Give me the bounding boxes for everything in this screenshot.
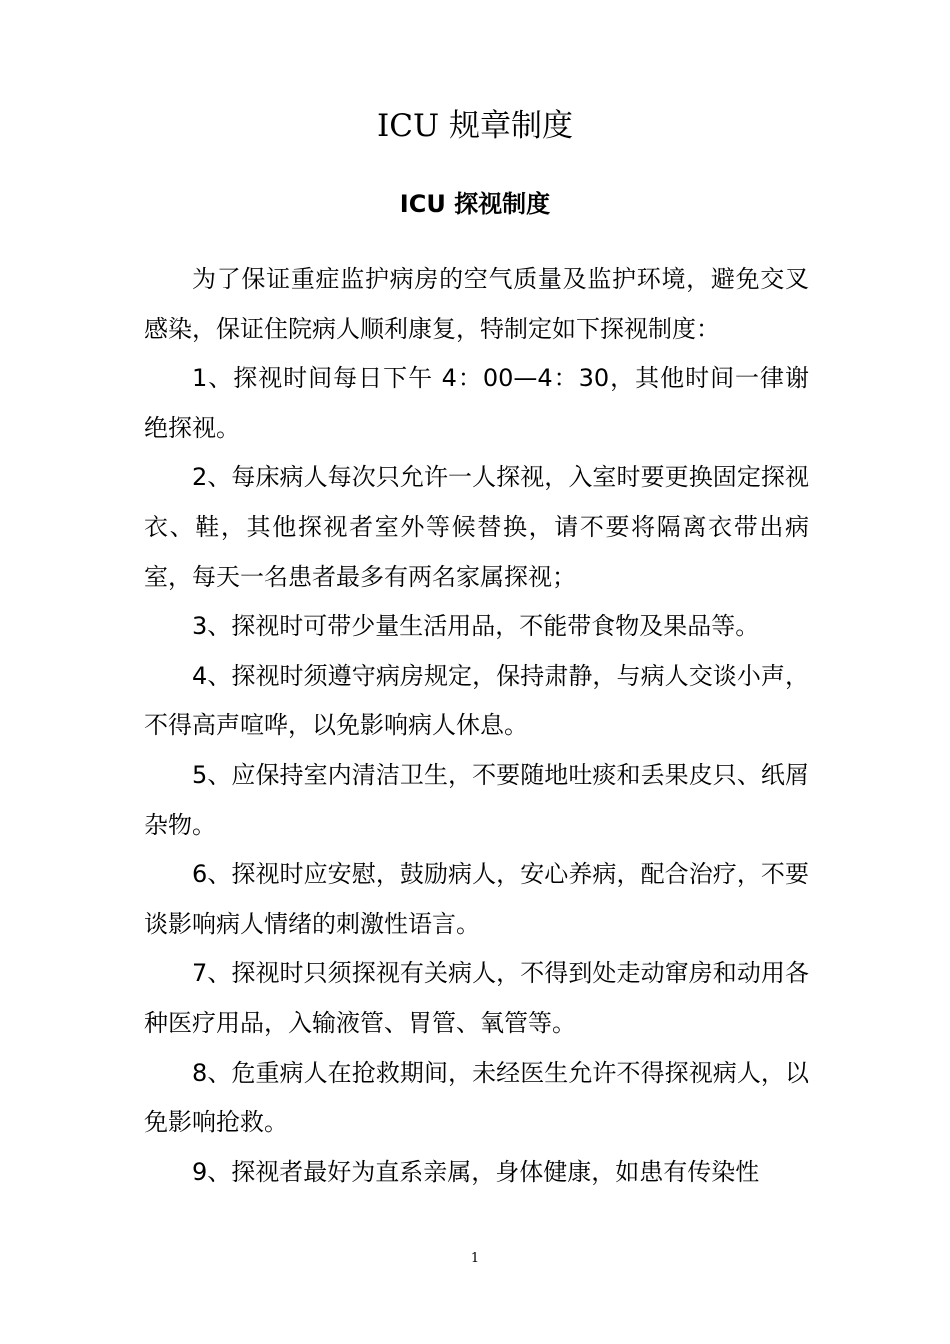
paragraph-rule-1: 1、探视时间每日下午 4：00—4：30，其他时间一律谢绝探视。: [144, 364, 809, 442]
section-title: ICU 探视制度: [399, 190, 551, 218]
paragraph-rule-4: 4、探视时须遵守病房规定，保持肃静，与病人交谈小声，不得高声喧哗，以免影响病人休息。: [144, 661, 809, 740]
paragraph-rule-6: 6、探视时应安慰，鼓励病人，安心养病，配合治疗，不要谈影响病人情绪的刺激性语言。: [144, 860, 809, 938]
paragraph-rule-9: 9、探视者最好为直系亲属，身体健康，如患有传染性: [192, 1157, 760, 1186]
paragraph-rule-2: 2、每床病人每次只允许一人探视，入室时要更换固定探视衣、鞋，其他探视者室外等候替换，请不要将隔离衣带出病室，每天一名患者最多有两名家属探视；: [144, 463, 809, 591]
paragraph-rule-8: 8、危重病人在抢救期间，未经医生允许不得探视病人，以免影响抢救。: [144, 1058, 809, 1137]
paragraph-intro: 为了保证重症监护病房的空气质量及监护环境，避免交叉感染，保证住院病人顺利康复，特制定如下探视制度：: [144, 265, 809, 343]
paragraph-rule-5: 5、应保持室内清洁卫生，不要随地吐痰和丢果皮只、纸屑杂物。: [144, 760, 809, 839]
document-title: ICU 规章制度: [377, 108, 573, 144]
paragraph-rule-7: 7、探视时只须探视有关病人，不得到处走动窜房和动用各种医疗用品，入输液管、胃管、氧管等。: [144, 959, 809, 1037]
document-body: [144, 255, 809, 1197]
paragraph-rule-3: 3、探视时可带少量生活用品，不能带食物及果品等。: [192, 612, 760, 641]
page-number: 1: [470, 1251, 480, 1266]
